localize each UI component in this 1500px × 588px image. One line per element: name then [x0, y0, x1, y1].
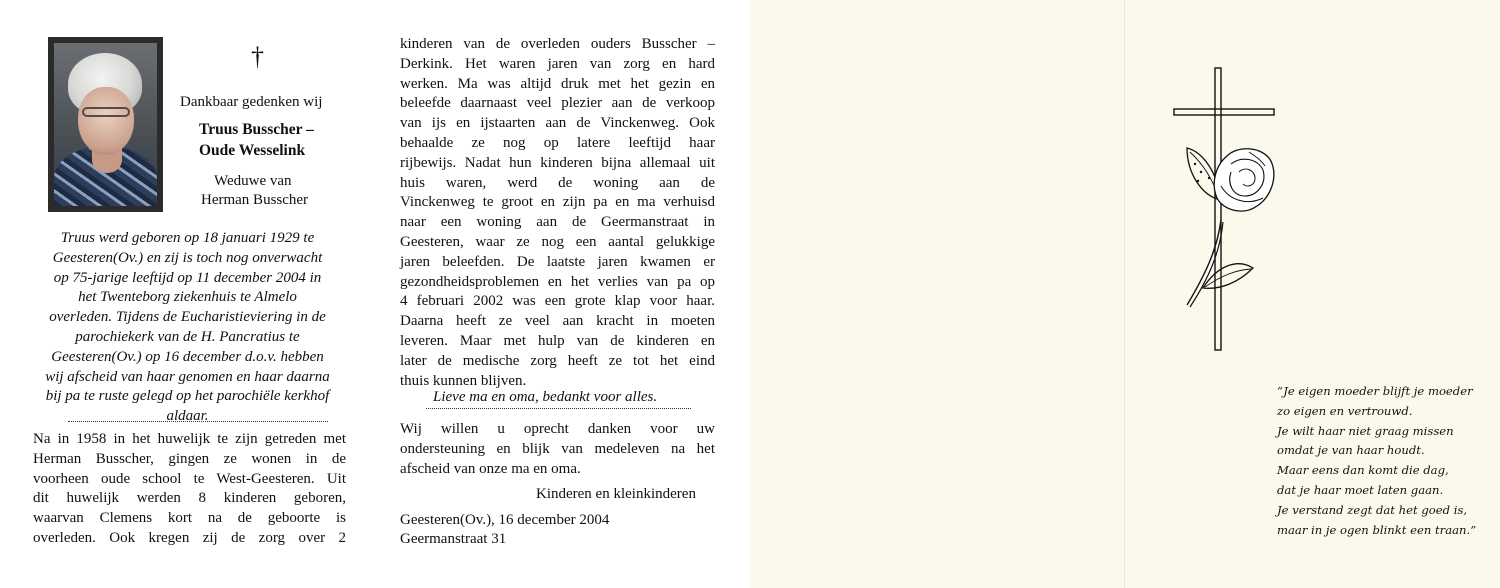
poem-line: Je wilt haar niet graag missen [1277, 423, 1454, 438]
bio-block [0, 229, 375, 427]
portrait-photo [48, 37, 163, 212]
story-line: Geesteren, waar ze nog een aantal gelukkige [400, 233, 715, 250]
thanks-line: afscheid van onze ma en oma. [400, 460, 581, 477]
story-line: kinderen van de overleden ouders Busscher – [400, 36, 715, 52]
middle-panel [375, 0, 750, 588]
bio-line: Geesteren(Ov.) op 16 december d.o.v. hebben [51, 348, 324, 365]
bio-line: bij pa te ruste gelegd op het parochiële kerkhof [45, 388, 330, 405]
address: Geermanstraat 31 [400, 531, 507, 547]
story-line: voorheen oude school te West-Geesteren. Uit [33, 470, 346, 487]
story-line: naar een woning aan de Geermanstraat in [400, 214, 715, 231]
deceased-name-line2: Oude Wesselink [199, 142, 306, 159]
story-line: jaren beleefden. De laatste jaren kwamen er [400, 253, 715, 270]
bio-line: Geesteren(Ov.) en zij is toch nog onverwacht [52, 249, 323, 266]
farewell-text: Lieve ma en oma, bedankt voor alles. [433, 389, 658, 405]
story-line: Vinckenweg te groot en zijn pa en ma verhuisd [400, 194, 715, 211]
place-date: Geesteren(Ov.), 16 december 2004 [400, 512, 610, 528]
story-line: huis waren, werd de woning aan de [400, 174, 715, 191]
signature: Kinderen en kleinkinderen [536, 486, 696, 502]
story-block-middle [400, 35, 715, 391]
story-line: dit huwelijk werden 8 kinderen geboren, [33, 490, 346, 507]
poem-line: Maar eens dan komt die dag, [1277, 463, 1449, 478]
story-line: rijbewijs. Nadat hun kinderen bijna allemaal uit [400, 154, 715, 171]
poem-line: “Je eigen moeder blijft je moeder [1277, 384, 1473, 398]
bio-line: parochiekerk van de H. Pancratius te [75, 328, 300, 345]
story-block-left [33, 430, 346, 549]
story-line: behaalde ze nog op latere leeftijd haar [400, 134, 715, 151]
story-line: Daarna heeft ze veel aan kracht in moeten [400, 313, 715, 330]
bio-line: op 75-jarige leeftijd op 11 december 2004 in [53, 269, 322, 286]
poem-line: omdat je van haar houdt. [1277, 443, 1425, 458]
story-line: beleefde daarnaast veel plezier aan de verkoop [400, 95, 715, 112]
poem-line: Je verstand zegt dat het goed is, [1277, 502, 1468, 517]
bio-line: wij afscheid van haar genomen en haar daarna [45, 368, 330, 385]
poem [1277, 382, 1476, 540]
widow-line2: Herman Busscher [201, 192, 309, 208]
poem-line: maar in je ogen blinkt een traan.” [1277, 522, 1477, 537]
blank-back-panel [750, 0, 1125, 588]
thanks-line: ondersteuning en blijk van medeleven na het [400, 440, 715, 457]
divider [68, 421, 328, 422]
story-line: overleden. Ook kregen zij de zorg over 2 [33, 529, 346, 546]
intro-text: Dankbaar gedenken wij [180, 94, 323, 110]
story-line: Herman Busscher, gingen ze wonen in de [33, 450, 346, 467]
story-line: leveren. Maar met hulp van de kinderen en [400, 332, 715, 349]
story-line: waarvan Clemens kort na de geboorte is [33, 510, 346, 527]
story-line: gezondheidsproblemen en het verlies van pa op [400, 273, 715, 290]
cross-icon: † [251, 42, 264, 71]
story-line: thuis kunnen blijven. [400, 372, 527, 389]
right-panel [1125, 0, 1500, 588]
story-line: later de medische zorg heeft ze tot het eind [400, 352, 715, 369]
thanks-line: Wij willen u oprecht danken voor uw [400, 421, 715, 437]
story-line: Derkink. Het waren jaren van zorg en hard [400, 55, 715, 72]
poem-line: zo eigen en vertrouwd. [1277, 403, 1413, 418]
deceased-name-line1: Truus Busscher – [199, 121, 314, 138]
left-panel [0, 0, 375, 588]
poem-line: dat je haar moet laten gaan. [1277, 482, 1444, 497]
bio-line: het Twenteborg ziekenhuis te Almelo [78, 289, 297, 306]
story-line: van ijs en ijstaarten aan de Vinckenweg. Ook [400, 115, 715, 132]
cross-with-rose-icon [1165, 60, 1295, 360]
story-line: werken. Ma was altijd druk met het gezin en [400, 75, 715, 92]
bio-line: Truus werd geboren op 18 januari 1929 te [60, 230, 315, 246]
story-line: 4 februari 2002 was een grote klap voor haar. [400, 293, 715, 310]
thanks-block [400, 420, 715, 479]
story-line: Na in 1958 in het huwelijk te zijn getreden met [33, 431, 346, 447]
widow-line1: Weduwe van [214, 173, 292, 189]
farewell-underline [426, 408, 691, 409]
bio-line: overleden. Tijdens de Eucharistieviering in de [49, 309, 326, 326]
bio-line: aldaar. [166, 408, 209, 425]
